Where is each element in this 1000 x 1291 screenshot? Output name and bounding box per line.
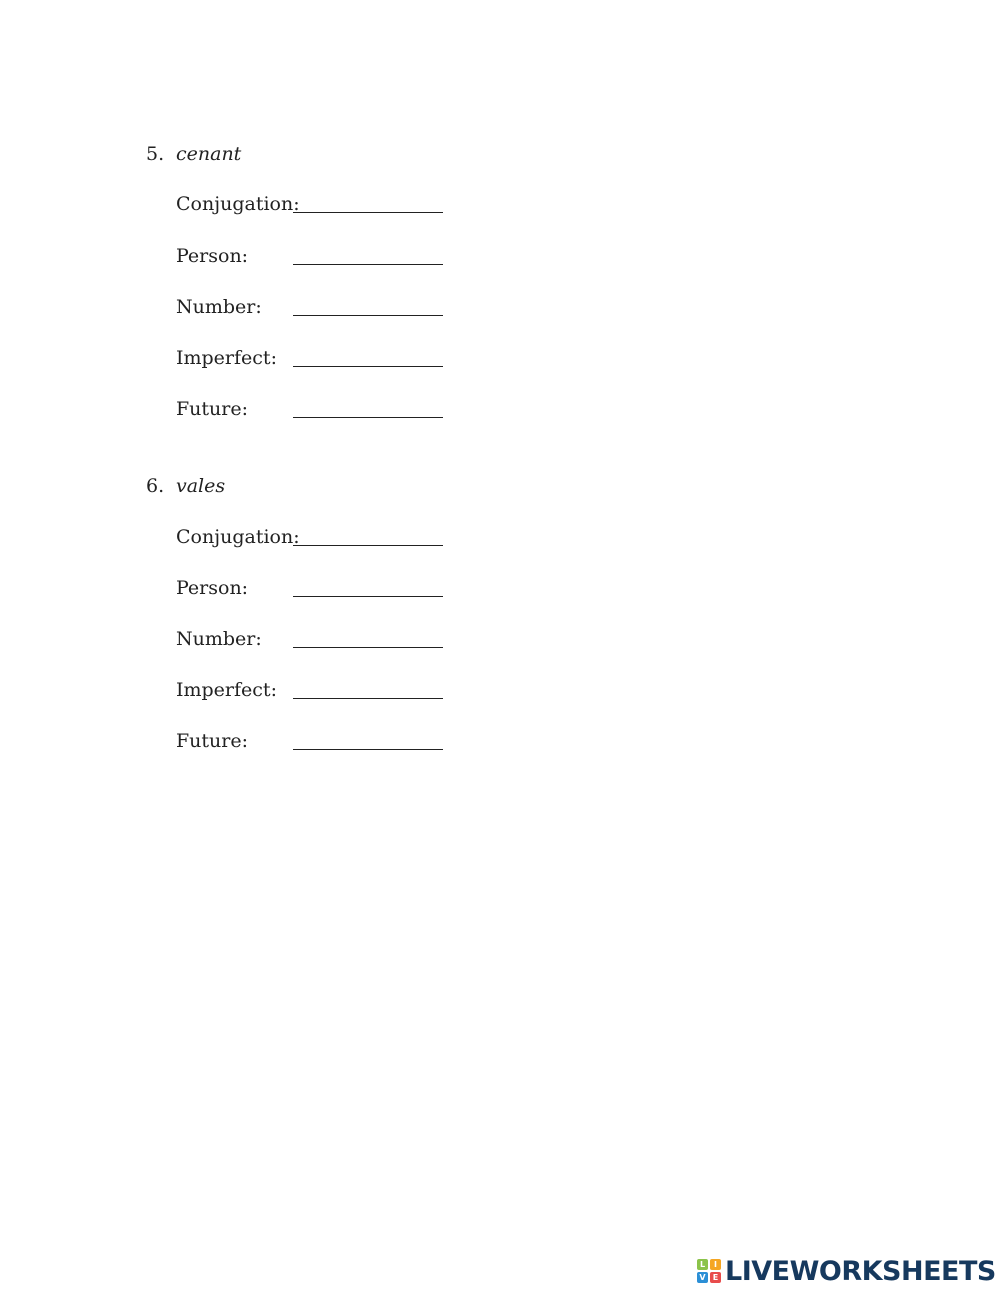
logo-letter: I xyxy=(710,1259,721,1270)
number-answer-blank[interactable] xyxy=(293,315,443,316)
conjugation-answer-blank[interactable] xyxy=(293,545,443,546)
number-label: Number: xyxy=(176,296,262,318)
imperfect-label: Imperfect: xyxy=(176,679,277,701)
person-label: Person: xyxy=(176,245,249,267)
liveworksheets-logo xyxy=(697,1255,996,1287)
imperfect-answer-blank[interactable] xyxy=(293,366,443,367)
item-number: 6. xyxy=(146,475,165,497)
conjugation-label: Conjugation: xyxy=(176,526,300,548)
number-label: Number: xyxy=(176,628,262,650)
item-word: cenant xyxy=(176,143,242,165)
item-number: 5. xyxy=(146,143,165,165)
imperfect-label: Imperfect: xyxy=(176,347,277,369)
logo-letter: L xyxy=(697,1259,708,1270)
logo-letter: V xyxy=(697,1272,708,1283)
future-answer-blank[interactable] xyxy=(293,749,443,750)
item-word: vales xyxy=(176,475,226,497)
live-logo-icon xyxy=(697,1259,721,1283)
logo-text: LIVEWORKSHEETS xyxy=(725,1255,996,1287)
logo-letter: E xyxy=(710,1272,721,1283)
future-answer-blank[interactable] xyxy=(293,417,443,418)
imperfect-answer-blank[interactable] xyxy=(293,698,443,699)
conjugation-answer-blank[interactable] xyxy=(293,212,443,213)
person-answer-blank[interactable] xyxy=(293,264,443,265)
person-answer-blank[interactable] xyxy=(293,596,443,597)
future-label: Future: xyxy=(176,730,249,752)
future-label: Future: xyxy=(176,398,249,420)
conjugation-label: Conjugation: xyxy=(176,193,300,215)
number-answer-blank[interactable] xyxy=(293,647,443,648)
person-label: Person: xyxy=(176,577,249,599)
